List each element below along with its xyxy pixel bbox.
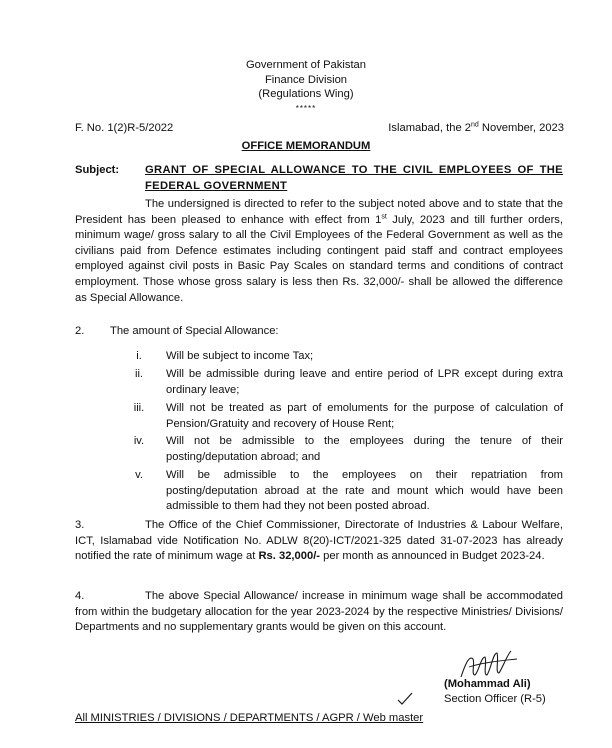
list-item: Will not be treated as part of emoluments for the purpose of calculation of Pension/Gratuity and recovery of House Rent; (166, 402, 563, 430)
memo-title: OFFICE MEMORANDUM (241, 140, 371, 152)
date-suffix: November, 2023 (478, 122, 564, 134)
date-prefix: Islamabad, the 2 (388, 122, 471, 134)
paragraph-2-number: 2. (75, 325, 85, 337)
date-line (388, 121, 564, 137)
paragraph-3-number: 3. (75, 519, 85, 531)
signatory-designation: Section Officer (R-5) (444, 693, 546, 705)
paragraph-3-text-b: per month as announced in Budget 2023-24. (320, 550, 545, 563)
paragraph-3-amount: Rs. 32,000/- (258, 550, 321, 563)
letterhead-government: Government of Pakistan (245, 59, 366, 71)
paragraph-4-text: The above Special Allowance/ increase in minimum wage shall be accommodated from within the budgetary allocation for the year 2023-2024 by the respective Ministries/ Divisions/ Departments and no supplementary grants would be given on this account. (75, 590, 563, 634)
signatory-name: (Mohammad Ali) (444, 678, 531, 690)
subject-text: GRANT OF SPECIAL ALLOWANCE TO THE CIVIL EMPLOYEES OF THE FEDERAL GOVERNMENT (145, 164, 563, 192)
list-item: Will be admissible to the employees on their repatriation from posting/deputation abroad at the rate and mount which would have been admissible to them had they not been posted abroad. (166, 469, 563, 513)
check-mark-icon (397, 692, 413, 706)
list-item-number: iv. (133, 435, 145, 447)
paragraph-4 (75, 589, 563, 636)
paragraph-4-number: 4. (75, 590, 85, 602)
paragraph-3 (75, 518, 563, 565)
recipients-line: All MINISTRIES / DIVISIONS / DEPARTMENTS / AGPR / Web master (75, 712, 424, 724)
date-superscript: nd (471, 121, 479, 129)
list-item-number: i. (136, 350, 142, 362)
list-item: Will be admissible during leave and entire period of LPR except during extra ordinary leave; (166, 368, 563, 396)
subject-label: Subject: (75, 164, 120, 176)
paragraph-1-superscript: st (381, 212, 387, 220)
list-item: Will not be admissible to the employees during the tenure of their posting/deputation abroad; and (166, 435, 563, 463)
letterhead-division: Finance Division (264, 73, 348, 86)
paragraph-1-part2: July, 2023 and till further orders, minimum wage/ gross salary to all the Civil Employees of the Federal Government as well as the civilians paid from Defence estimates including contingent paid staff and contract employees employed against civil posts in Basic Pay Scales on standard terms and conditions of contract employment. Those whose gross salary is less then Rs. 32,000/- shall be allowed the difference as Special Allowance. (75, 213, 563, 304)
paragraph-2-text: The amount of Special Allowance: (110, 325, 279, 337)
list-item: Will be subject to income Tax; (166, 350, 314, 362)
list-item-number: iii. (133, 402, 145, 414)
letterhead-stars: ***** (295, 103, 317, 113)
file-number: F. No. 1(2)R-5/2022 (75, 122, 174, 134)
paragraph-1-part1: The undersigned is directed to refer to the subject noted above and to state that the President has been pleased to enhance with effect from 1 (75, 198, 563, 226)
list-item-number: v. (135, 469, 143, 481)
letterhead-wing: (Regulations Wing) (258, 88, 354, 100)
letterhead (0, 58, 612, 116)
paragraph-3-text-a: The Office of the Chief Commissioner, Directorate of Industries & Labour Welfare, ICT, Islamabad vide Notification No. ADLW 8(20)-ICT/2021-325 dated 31-07-2023 has already notified the rate of minimum wage at (75, 519, 563, 563)
paragraph-1 (75, 197, 563, 306)
list-item-number: ii. (134, 368, 144, 380)
